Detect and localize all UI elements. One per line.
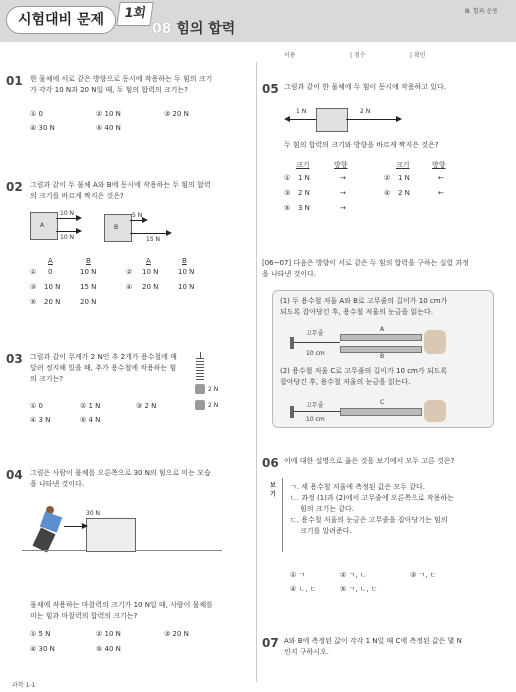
option-num[interactable]: ⑤	[30, 298, 37, 306]
check-field-label: | 확인	[410, 52, 426, 59]
force-label: 5 N	[132, 212, 143, 219]
option[interactable]: ③ 20 N	[164, 630, 189, 638]
option[interactable]: ② 1 N	[80, 402, 101, 410]
option[interactable]: ② 10 N	[96, 110, 121, 118]
question-02-text: 그림과 같이 두 물체 A와 B에 동시에 작용하는 두 힘의 합력 의 크기를 바르게 짝지은 것은?	[30, 181, 211, 200]
question-number: 01	[6, 74, 23, 88]
force-label: 2 N	[360, 108, 371, 115]
cell: →	[340, 189, 346, 197]
question-05-text-2: 두 힘의 합력의 크기와 방향을 바르게 짝지은 것은?	[284, 141, 439, 149]
question-03-text: 그림과 같이 무게가 2 N인 추 2개가 용수철에 매 달려 정지해 있을 때, 추가 용수철에 작용하는 힘 의 크기는?	[30, 353, 177, 383]
question-number: 06	[262, 456, 279, 470]
hand-icon	[424, 330, 446, 354]
question-04-text: 그림은 사람이 물체를 오른쪽으로 30 N의 힘으로 미는 모습 을 나타낸 것이다.	[30, 469, 211, 488]
option[interactable]: ③ 2 N	[136, 402, 157, 410]
round-number: 1회	[116, 2, 153, 26]
hand-icon	[424, 400, 446, 422]
option[interactable]: ② 10 N	[96, 630, 121, 638]
arrow-head	[82, 523, 88, 529]
cell: 10 N	[142, 268, 159, 276]
step-1: (1) 두 용수철 저울 A와 B로 고무줄의 길이가 10 cm가 되도록 잡아당긴 후, 용수철 저울의 눈금을 읽는다.	[280, 297, 448, 316]
weight-label: 2 N	[208, 402, 219, 409]
question-number: 03	[6, 352, 23, 366]
length-label: 10 cm	[306, 416, 325, 423]
cell: 10 N	[80, 268, 97, 276]
cell: 10 N	[44, 283, 61, 291]
unit-tag: Ⅲ. 힘과 운동	[464, 8, 498, 15]
cell: 20 N	[142, 283, 159, 291]
column-head: 크기	[296, 161, 310, 169]
column-head: B	[86, 257, 91, 265]
arrow-head	[284, 116, 290, 122]
bogi-rule	[282, 478, 283, 552]
option[interactable]: ④ 30 N	[30, 124, 55, 132]
option[interactable]: ④ ㄴ, ㄷ	[290, 585, 317, 593]
chapter-name: 힘의 합력	[176, 21, 236, 37]
option[interactable]: ① 0	[30, 402, 43, 410]
option[interactable]: ⑤ 40 N	[96, 124, 121, 132]
question-05-text: 그림과 같이 한 물체에 두 힘이 동시에 작용하고 있다.	[284, 83, 447, 91]
scale-b-label: B	[380, 353, 385, 360]
cell: 20 N	[80, 298, 97, 306]
column-head: B	[182, 257, 187, 265]
cell: 1 N	[298, 174, 310, 182]
spring-scale-a	[340, 334, 422, 341]
section-badge: 시험대비 문제	[6, 6, 116, 34]
arrow-head	[142, 217, 148, 223]
force-label: 1 N	[296, 108, 307, 115]
column-head: 크기	[396, 161, 410, 169]
rubber-band	[294, 342, 340, 343]
question-number: 07	[262, 636, 279, 650]
cell: →	[340, 174, 346, 182]
cell: 10 N	[178, 283, 195, 291]
cell: →	[340, 204, 346, 212]
arrow-head	[76, 228, 82, 234]
rubber-label: 고무줄	[306, 330, 324, 337]
question-04-text-2: 물체에 작용하는 마찰력의 크기가 10 N일 때, 사람이 물체를 미는 힘과 마찰력의 합력의 크기는?	[30, 601, 213, 620]
question-number: 05	[262, 82, 279, 96]
option[interactable]: ③ ㄱ, ㄷ	[410, 571, 437, 579]
page-footer: 과학 1-1	[12, 682, 36, 689]
force-arrow-left	[290, 119, 316, 120]
length-label: 10 cm	[306, 350, 325, 357]
column-head: A	[146, 257, 151, 265]
question-07-text: A와 B에 측정된 값이 각각 1 N일 때 C에 측정된 값은 몇 N 인지 구하시오.	[284, 637, 462, 656]
arrow-head	[166, 230, 172, 236]
option-num[interactable]: ④	[384, 189, 391, 197]
rubber-band	[294, 411, 340, 412]
cell: 2 N	[298, 189, 310, 197]
cell: 20 N	[44, 298, 61, 306]
weight	[195, 400, 205, 410]
option[interactable]: ④ 30 N	[30, 645, 55, 653]
option-num[interactable]: ①	[30, 268, 37, 276]
cell: 1 N	[398, 174, 410, 182]
option-num[interactable]: ②	[384, 174, 391, 182]
option-num[interactable]: ③	[284, 189, 291, 197]
score-field-label: | 점수	[350, 52, 366, 59]
option-num[interactable]: ①	[284, 174, 291, 182]
cell: ←	[438, 174, 444, 182]
block-a-label: A	[40, 222, 45, 229]
arrow-head	[396, 116, 402, 122]
option-num[interactable]: ③	[30, 283, 37, 291]
bogi-items: ㄱ. 세 용수철 저울에 측정된 값은 모두 같다. ㄴ. 과정 (1)과 (2)에서 고무줄에 오른쪽으로 작용하는 힘의 크기는 같다. ㄷ. 용수철 저울의 눈금은 고무줄을 잡아당기는 힘의 크기를 알려준다.	[290, 483, 454, 535]
force-arrow	[130, 233, 168, 234]
cell: 2 N	[398, 189, 410, 197]
peg	[290, 337, 294, 349]
bogi-label: 보기	[270, 482, 276, 498]
force-label: 30 N	[86, 510, 101, 517]
option[interactable]: ② ㄱ, ㄴ	[340, 571, 367, 579]
option[interactable]: ⑤ 40 N	[96, 645, 121, 653]
option[interactable]: ④ 3 N	[30, 416, 51, 424]
cell: 3 N	[298, 204, 310, 212]
spring-scale-c	[340, 408, 422, 416]
rubber-label: 고무줄	[306, 402, 324, 409]
step-2: (2) 용수철 저울 C로 고무줄의 길이가 10 cm가 되도록 잡아당긴 후, 용수철 저울의 눈금을 읽는다.	[280, 367, 448, 386]
force-arrow	[56, 231, 78, 232]
spring-scale-b	[340, 346, 422, 353]
peg	[290, 406, 294, 418]
chapter-title	[152, 18, 235, 38]
block-b-label: B	[114, 224, 119, 231]
person-legs	[33, 528, 56, 553]
spring	[196, 358, 204, 382]
option[interactable]: ① ㄱ	[290, 571, 306, 579]
column-head: 방향	[432, 161, 446, 169]
option-num[interactable]: ④	[126, 283, 133, 291]
question-06-text: 이에 대한 설명으로 옳은 것을 보기에서 모두 고른 것은?	[284, 457, 455, 465]
option[interactable]: ① 5 N	[30, 630, 51, 638]
weight-label: 2 N	[208, 386, 219, 393]
question-number: 04	[6, 468, 23, 482]
force-arrow-right	[346, 119, 398, 120]
option-num[interactable]: ②	[126, 268, 133, 276]
column-head: 방향	[334, 161, 348, 169]
column-head: A	[48, 257, 53, 265]
weight	[195, 384, 205, 394]
cell: 0	[48, 268, 53, 276]
cell: 10 N	[178, 268, 195, 276]
option[interactable]: ⑤ 4 N	[80, 416, 101, 424]
name-field-label: 이름	[284, 52, 296, 59]
force-label: 15 N	[146, 236, 161, 243]
cell: ←	[438, 189, 444, 197]
option[interactable]: ⑤ ㄱ, ㄴ, ㄷ	[340, 585, 378, 593]
force-label: 10 N	[60, 234, 75, 241]
scale-c-label: C	[380, 399, 385, 406]
arrow-head	[76, 215, 82, 221]
pushed-block	[86, 518, 136, 552]
cell: 15 N	[80, 283, 97, 291]
column-divider	[256, 62, 257, 682]
option[interactable]: ① 0	[30, 110, 43, 118]
option-num[interactable]: ⑤	[284, 204, 291, 212]
push-arrow	[64, 526, 84, 527]
question-number: 02	[6, 180, 23, 194]
force-label: 10 N	[60, 210, 75, 217]
shared-intro: [06~07] 다음은 방향이 서로 같은 두 힘의 합력을 구하는 실험 과정 을 나타낸 것이다.	[262, 259, 469, 278]
scale-a-label: A	[380, 326, 385, 333]
force-arrow	[56, 218, 78, 219]
chapter-number: 08	[152, 21, 172, 37]
object-block	[316, 108, 348, 132]
question-01-text: 한 물체에 서로 같은 방향으로 동시에 작용하는 두 힘의 크기 가 각각 10 N과 20 N일 때, 두 힘의 합력의 크기는?	[30, 75, 213, 94]
option[interactable]: ③ 20 N	[164, 110, 189, 118]
